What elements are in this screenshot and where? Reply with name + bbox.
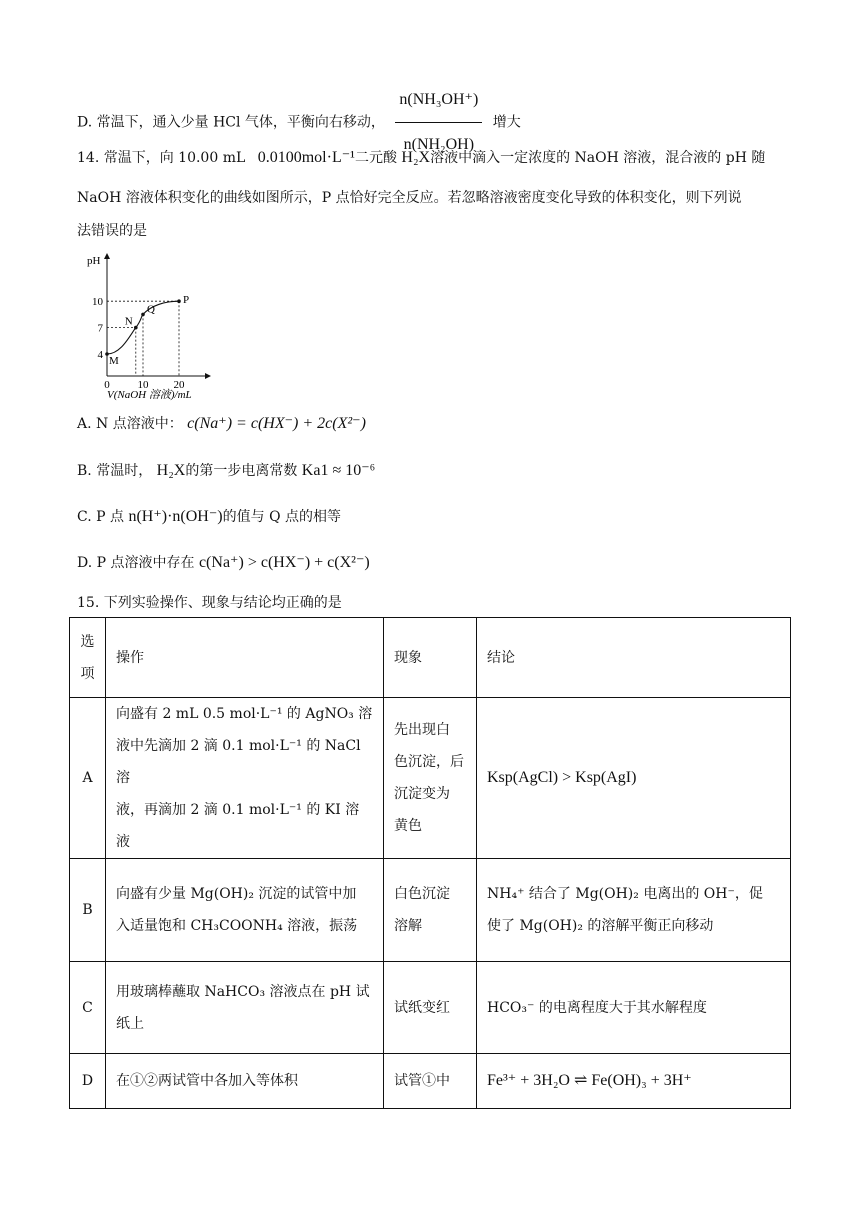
option-b-expression: Ka1 ≈ 10⁻⁶	[301, 462, 376, 479]
acid-formula: H₂X	[401, 149, 431, 166]
y-axis-label: pH	[87, 255, 101, 267]
point-q	[141, 313, 145, 317]
y-tick-label: 7	[97, 322, 103, 335]
q14-stem-part: 二元酸	[354, 150, 397, 166]
option-c-expression: n(H⁺)·n(OH⁻)	[128, 508, 223, 525]
header-phenomenon: 现象	[384, 618, 477, 698]
phenomenon-line: 沉淀变为	[394, 786, 450, 802]
point-label-p: P	[183, 294, 190, 307]
point-p	[177, 299, 181, 303]
y-tick-label: 10	[92, 296, 103, 309]
phenomenon-line: 溶解	[394, 918, 422, 934]
row-phenomenon	[384, 962, 477, 1054]
row-option: A	[70, 698, 106, 859]
operation-line: 在①②两试管中各加入等体积	[116, 1073, 298, 1089]
row-operation	[106, 962, 384, 1054]
row-option: C	[70, 962, 106, 1054]
option-label: B. 常温时，	[77, 463, 153, 479]
conclusion-line: Fe³⁺ + 3H₂O ⇌ Fe(OH)₃ + 3H⁺	[487, 1072, 692, 1089]
q13-option-d-text: D. 常温下，通入少量 HCl 气体，平衡向右移动，	[77, 114, 385, 131]
ph-titration-chart	[83, 252, 233, 404]
operation-line: 向盛有少量 Mg(OH)₂ 沉淀的试管中加	[116, 886, 357, 902]
conclusion-line: NH₄⁺ 结合了 Mg(OH)₂ 电离出的 OH⁻，促	[487, 886, 763, 902]
conclusion-line: Ksp(AgCl) > Ksp(AgI)	[487, 769, 637, 786]
q14-option-d	[77, 552, 370, 572]
row-operation	[106, 698, 384, 859]
option-d-expression: c(Na⁺) > c(HX⁻) + c(X²⁻)	[198, 554, 370, 571]
point-label-m: M	[109, 355, 119, 367]
phenomenon-line: 先出现白	[394, 722, 450, 738]
phenomenon-line: 白色沉淀	[394, 886, 450, 902]
point-label-q: Q	[147, 303, 155, 316]
q15-stem: 15. 下列实验操作、现象与结论均正确的是	[77, 595, 342, 611]
header-option-line: 选	[80, 633, 95, 650]
q14-option-c	[77, 506, 341, 526]
y-tick-label: 4	[97, 349, 103, 361]
option-label: D. P 点溶液中存在	[77, 555, 195, 571]
row-conclusion	[477, 1054, 791, 1109]
conclusion-line: HCO₃⁻ 的电离程度大于其水解程度	[487, 999, 707, 1016]
x-tick-label: 20	[173, 379, 185, 391]
x-tick-label: 0	[104, 379, 110, 391]
option-a-expression: c(Na⁺) = c(HX⁻) + 2c(X²⁻)	[187, 415, 366, 432]
concentration-expression: 0.0100mol·L⁻¹	[257, 149, 355, 166]
row-conclusion	[477, 859, 791, 962]
x-tick-label: 10	[137, 379, 149, 391]
header-operation: 操作	[106, 618, 384, 698]
q14-option-b	[77, 460, 375, 480]
x-axis-label: V(NaOH 溶液)/mL	[107, 389, 192, 401]
option-c-text: 的值与 Q 点的相等	[222, 509, 342, 525]
fraction-denominator: n(NH₂OH)	[403, 136, 475, 153]
operation-line: 纸上	[116, 1015, 144, 1032]
table-row	[70, 859, 791, 962]
row-operation	[106, 1054, 384, 1109]
operation-line: 用玻璃棒蘸取 NaHCO₃ 溶液点在 pH 试	[116, 983, 370, 1000]
option-label: A. N 点溶液中：	[77, 416, 183, 432]
phenomenon-line: 试管①中	[394, 1073, 450, 1089]
operation-line: 入适量饱和 CH₃COONH₄ 溶液，振荡	[116, 918, 358, 934]
option-label: C. P 点	[77, 509, 124, 525]
header-option-line: 项	[80, 665, 95, 682]
row-operation	[106, 859, 384, 962]
acid-formula: H₂X	[156, 462, 186, 479]
operation-line: 液，再滴加 2 滴 0.1 mol·L⁻¹ 的 KI 溶液	[116, 802, 360, 850]
row-option: B	[70, 859, 106, 962]
q14-stem-part: 溶液中滴入一定浓度的 NaOH 溶液，混合液的 pH 随	[430, 150, 766, 166]
phenomenon-line: 试纸变红	[394, 999, 450, 1016]
operation-line: 向盛有 2 mL 0.5 mol·L⁻¹ 的 AgNO₃ 溶	[116, 706, 373, 722]
row-conclusion	[477, 698, 791, 859]
phenomenon-line: 黄色	[394, 818, 422, 834]
phenomenon-line: 色沉淀，后	[394, 754, 464, 770]
point-n	[134, 326, 138, 330]
conclusion-line: 使了 Mg(OH)₂ 的溶解平衡正向移动	[487, 918, 714, 934]
row-conclusion	[477, 962, 791, 1054]
table-row	[70, 698, 791, 859]
row-phenomenon	[384, 1054, 477, 1109]
q14-stem-part: 14. 常温下，向 10.00 mL	[77, 150, 246, 166]
q14-stem-line1	[77, 147, 765, 167]
point-label-n: N	[124, 315, 133, 328]
operation-line: 液中先滴加 2 滴 0.1 mol·L⁻¹ 的 NaCl 溶	[116, 738, 361, 786]
header-conclusion: 结论	[477, 618, 791, 698]
header-option	[70, 618, 106, 698]
q14-stem-line2: NaOH 溶液体积变化的曲线如图所示，P 点恰好完全反应。若忽略溶液密度变化导致的体积变化，则下列说	[77, 190, 742, 206]
q13-option-d-end: 增大	[492, 114, 521, 131]
table-row	[70, 962, 791, 1054]
q14-stem-line3: 法错误的是	[77, 223, 147, 239]
row-option: D	[70, 1054, 106, 1109]
q14-option-a	[77, 413, 366, 433]
table-header-row	[70, 618, 791, 698]
experiment-table	[69, 617, 791, 1109]
row-phenomenon	[384, 859, 477, 962]
row-phenomenon	[384, 698, 477, 859]
table-row	[70, 1054, 791, 1109]
fraction-numerator: n(NH₃OH⁺)	[395, 80, 482, 123]
option-b-text: 的第一步电离常数	[185, 463, 298, 479]
